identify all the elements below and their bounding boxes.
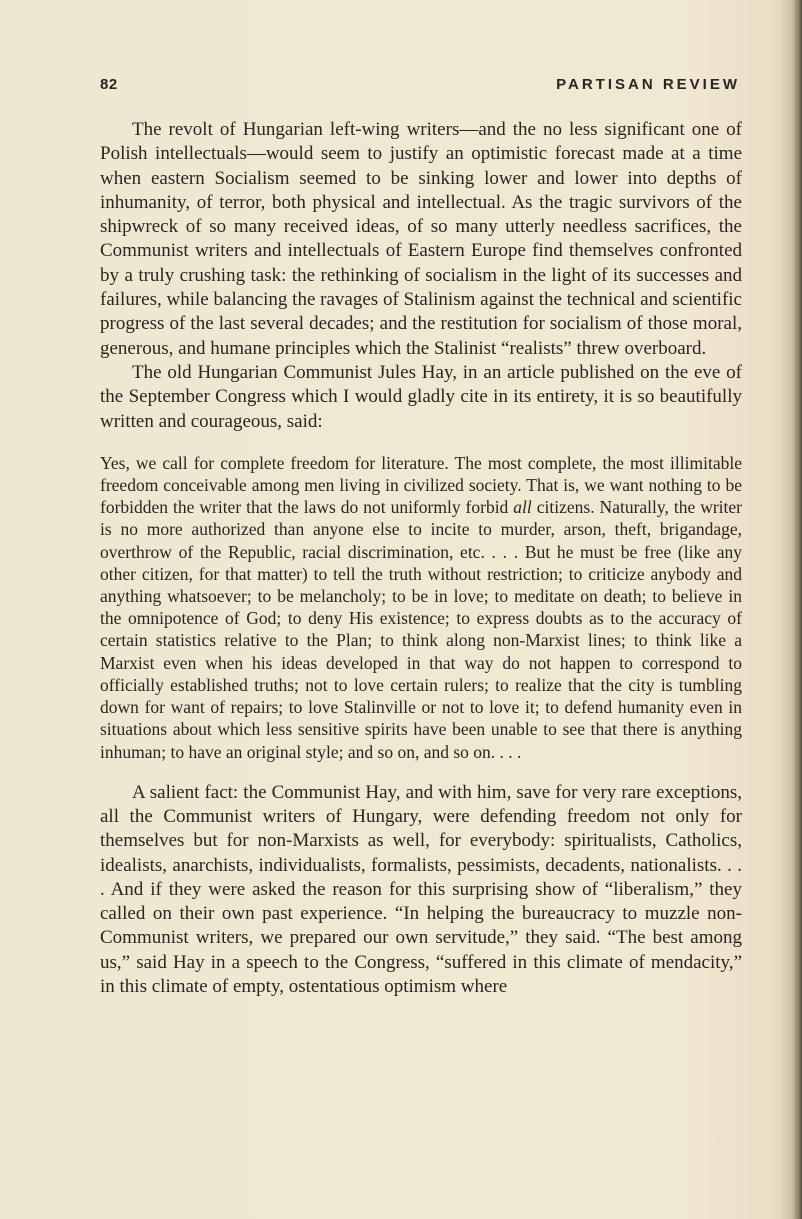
quote-text-start: Yes, we call for complete freedom for literature. The most complete, the most illimitable freedom conceivable among men living in civilized society. That is, we want nothing to be forbidden the writer that the laws do not uniformly forbid (100, 452, 742, 518)
quote-text-end: citizens. Naturally, the writer is no more authorized than anyone else to incite to murder, arson, theft, brigandage, overthrow of the Republic, racial discrimination, etc. . . . But he must be free (like any other citizen, for that matter) to tell the truth without restriction; to criticize anybody and anything whatsoever; to be melancholy; to be in love; to meditate on death; to believe in the omnipotence of God; to deny His existence; to express doubts as to the accuracy of certain statistics relative to the Plan; to think along non-Marxist lines; to think like a Marxist even when his ideas developed in that way do not happen to correspond to officially established truths; not to love certain rulers; to realize that the city is tumbling down for want of repairs; to love Stalinville or not to love it; to defend humanity even in situations about which less sensitive spirits have been unable to see that there is anything inhuman; to have an original style; and so on, and so on. . . . (100, 497, 742, 762)
page-header (100, 76, 740, 98)
paragraph-1: The revolt of Hungarian left-wing writers—and the no less significant one of Polish intellectuals—would seem to justify an optimistic forecast made at a time when eastern Socialism seemed to be sinking lower and lower into depths of inhumanity, of terror, both physical and intellectual. As the tragic survivors of the shipwreck of so many received ideas, of so many utterly needless sacrifices, the Communist writers and intellectuals of Eastern Europe find themselves confronted by a truly crushing task: the rethinking of socialism in the light of its successes and failures, while balancing the ravages of Stalinism against the technical and scientific progress of the last several decades; and the restitution for socialism of those moral, generous, and humane principles which the Stalinist “realists” threw overboard. (100, 119, 742, 359)
quote-emphasis: all (513, 497, 532, 518)
page-number: 82 (100, 76, 118, 93)
page-binding-shadow (780, 0, 802, 1219)
block-quote (100, 452, 742, 763)
body-text (100, 118, 742, 999)
paragraph-3: A salient fact: the Communist Hay, and with him, save for very rare exceptions, all the Communist writers of Hungary, were defending freedom not only for themselves but for non-Marxists as well, for everybody: spiritualists, Catholics, idealists, anarchists, individualists, formalists, pessimists, decadents, nationalists. . . . And if they were asked the reason for this surprising show of “liberalism,” they called on their own past experience. “In helping the bureaucracy to muzzle non-Communist writers, we prepared our own servitude,” they said. “The best among us,” said Hay in a speech to the Congress, “suffered in this climate of mendacity,” in this climate of empty, ostentatious optimism where (100, 781, 742, 998)
paragraph-2: The old Hungarian Communist Jules Hay, in an article published on the eve of the September Congress which I would gladly cite in its entirety, it is so beautifully written and courageous, said: (100, 361, 742, 432)
running-head: PARTISAN REVIEW (556, 76, 740, 93)
